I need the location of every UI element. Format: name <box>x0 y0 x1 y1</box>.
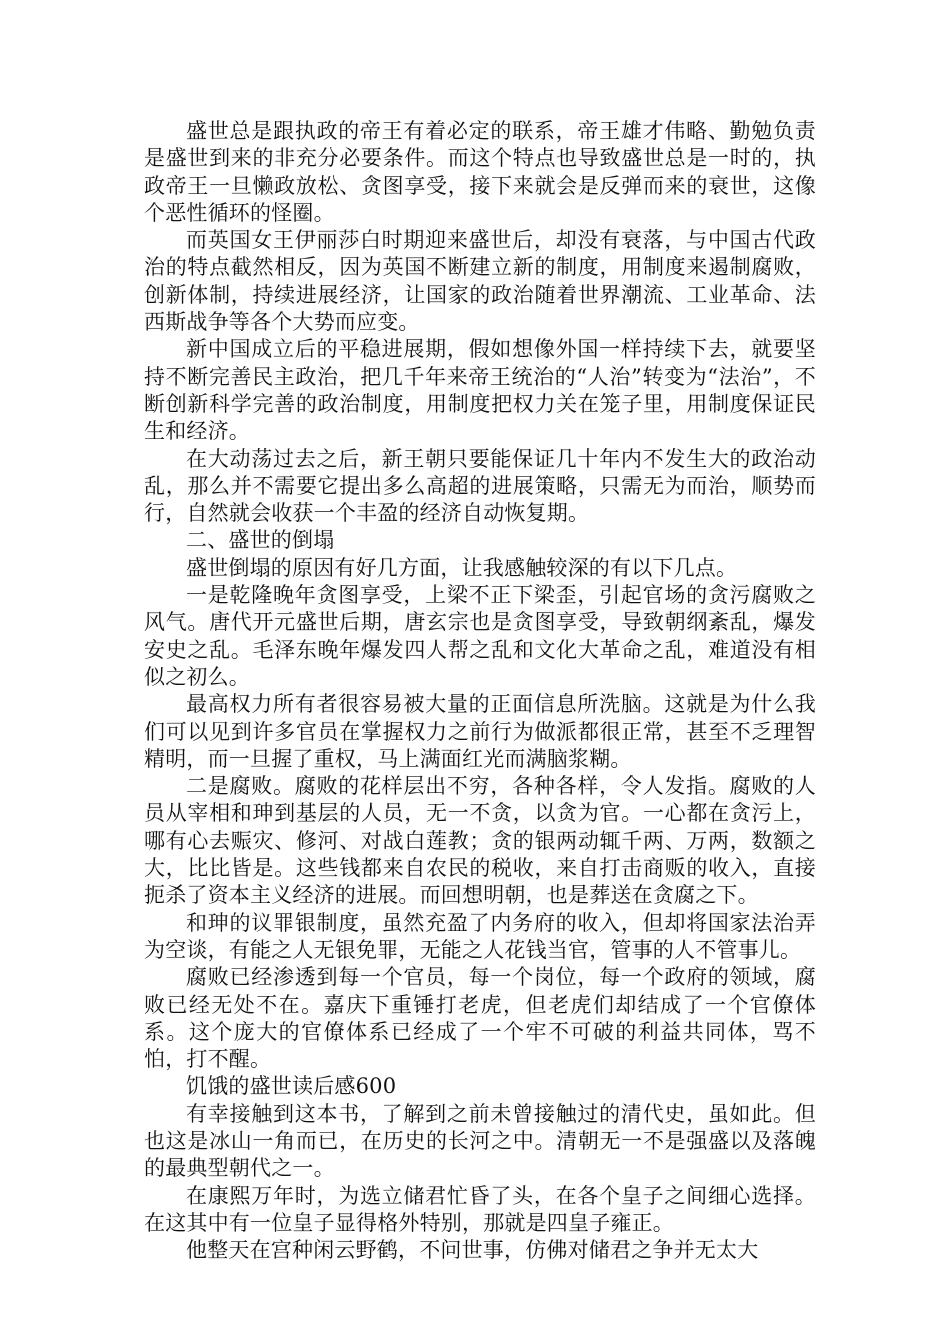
document-body <box>144 118 816 1264</box>
paragraph: 在康熙万年时，为选立储君忙昏了头，在各个皇子之间细心选择。在这其中有一位皇子显得格外特别，那就是四皇子雍正。 <box>144 1183 816 1235</box>
article-title: 饥饿的盛世读后感600 <box>186 1074 397 1099</box>
paragraph: 一是乾隆晚年贪图享受，上梁不正下梁歪，引起官场的贪污腐败之风气。唐代开元盛世后期，唐玄宗也是贪图享受，导致朝纲紊乱，爆发安史之乱。毛泽东晚年爆发四人帮之乱和文化大革命之乱，难道没有相似之初么。 <box>144 583 816 689</box>
paragraph: 盛世倒塌的原因有好几方面，让我感触较深的有以下几点。 <box>186 555 738 580</box>
paragraph: 有幸接触到这本书，了解到之前未曾接触过的清代史，虽如此。但也这是冰山一角而已，在历史的长河之中。清朝无一不是强盛以及落魄的最典型朝代之一。 <box>144 1101 816 1181</box>
paragraph: 在大动荡过去之后，新王朝只要能保证几十年内不发生大的政治动乱，那么并不需要它提出多么高超的进展策略，只需无为而治，顺势而行，自然就会收获一个丰盈的经济自动恢复期。 <box>144 446 816 526</box>
paragraph: 二是腐败。腐败的花样层出不穷，各种各样，令人发指。腐败的人员从宰相和珅到基层的人员，无一不贪，以贪为官。一心都在贪污上，哪有心去赈灾、修河、对战白莲教；贪的银两动辄千两、万两，数额之大，比比皆是。这些钱都来自农民的税收，来自打击商贩的收入，直接扼杀了资本主义经济的进展。而回想明朝，也是葬送在贪腐之下。 <box>144 774 816 908</box>
paragraph: 和珅的议罪银制度，虽然充盈了内务府的收入，但却将国家法治弄为空谈，有能之人无银免罪，无能之人花钱当官，管事的人不管事儿。 <box>144 910 816 962</box>
paragraph: 最高权力所有者很容易被大量的正面信息所洗脑。这就是为什么我们可以见到许多官员在掌握权力之前行为做派都很正常，甚至不乏理智精明，而一旦握了重权，马上满面红光而满脑浆糊。 <box>144 692 816 771</box>
section-heading: 二、盛世的倒塌 <box>186 528 335 553</box>
paragraph: 而英国女王伊丽莎白时期迎来盛世后，却没有衰落，与中国古代政治的特点截然相反，因为英国不断建立新的制度，用制度来遏制腐败，创新体制，持续进展经济，让国家的政治随着世界潮流、工业革命、法西斯战争等各个大势而应变。 <box>144 228 816 335</box>
paragraph: 他整天在宫种闲云野鹤，不问世事，仿佛对储君之争并无太大 <box>186 1238 759 1263</box>
paragraph: 腐败已经渗透到每一个官员，每一个岗位，每一个政府的领域，腐败已经无处不在。嘉庆下重锤打老虎，但老虎们却结成了一个官僚体系。这个庞大的官僚体系已经成了一个牢不可破的利益共同体，骂不怕，打不醒。 <box>144 965 816 1072</box>
paragraph: 盛世总是跟执政的帝王有着必定的联系，帝王雄才伟略、勤勉负责是盛世到来的非充分必要条件。而这个特点也导致盛世总是一时的，执政帝王一旦懒政放松、贪图享受，接下来就会是反弹而来的衰世，这像个恶性循环的怪圈。 <box>144 119 816 225</box>
paragraph: 新中国成立后的平稳进展期，假如想像外国一样持续下去，就要坚持不断完善民主政治，把几千年来帝王统治的“人治”转变为“法治”，不断创新科学完善的政治制度，用制度把权力关在笼子里，用制度保证民生和经济。 <box>144 337 816 444</box>
